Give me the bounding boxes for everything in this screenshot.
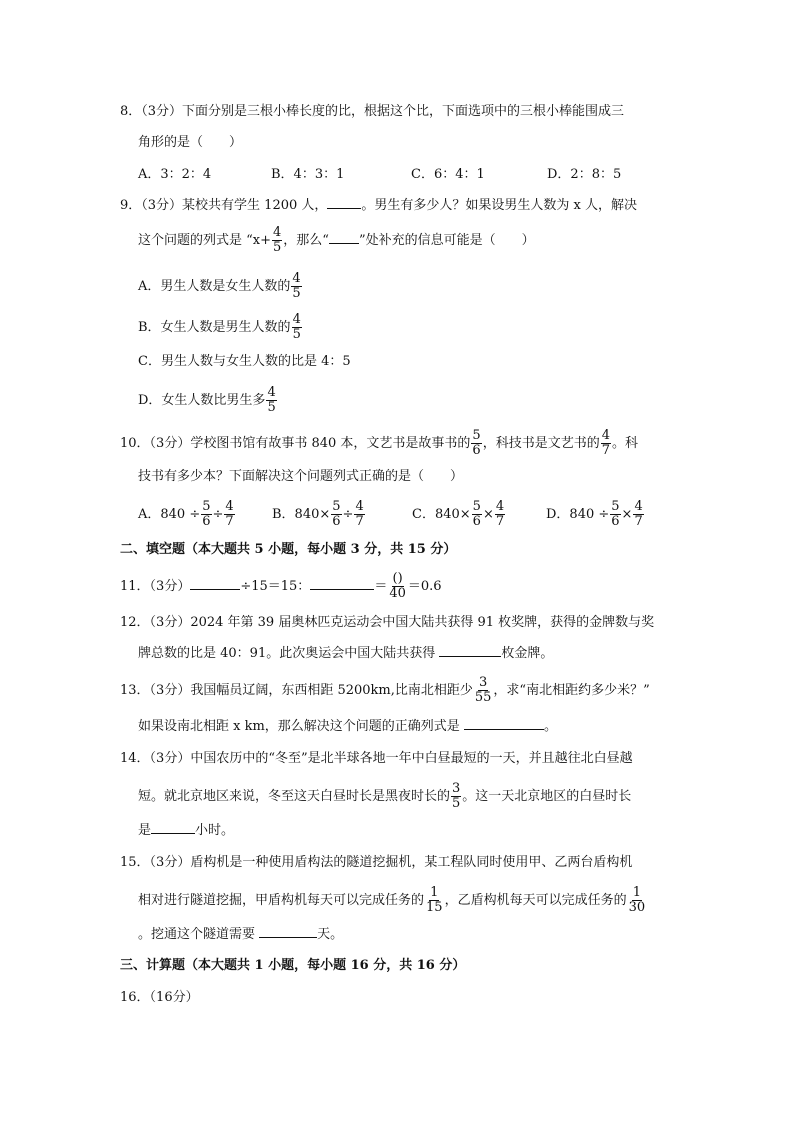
section-calc-title: 三、计算题（本大题共 1 小题，每小题 16 分，共 16 分） — [120, 958, 466, 973]
q15-line3: 。挖通这个隧道需要 天。 — [138, 927, 344, 942]
q11-line: 11．（3分） ÷15＝15： ＝ $\frac{()}{40}$ ＝0.6 — [120, 571, 442, 601]
q9-blank-ref — [329, 231, 359, 244]
q14-line1: 14．（3分）中国农历中的“冬至”是北半球各地一年中白昼最短的一天，并且越往北白昼越 — [120, 751, 633, 766]
q8-line1: 8．（3分）下面分别是三根小棒长度的比，根据这个比，下面选项中的三根小棒能围成三 — [120, 104, 625, 119]
q13-line1: 13．（3分）我国幅员辽阔，东西相距 5200km,比南北相距少 $\frac{3}{55}$ ，求“南北相距约多少米？” — [120, 675, 650, 705]
q9-option-b: B．女生人数是男生人数的 $\frac{4}{5}$ — [138, 312, 301, 342]
q8-line2: 角形的是（ ） — [138, 135, 243, 150]
q14-line3: 是 小时。 — [138, 823, 235, 838]
q14-line2: 短。就北京地区来说，冬至这天白昼时长是黑夜时长的 $\frac{3}{5}$ 。这一天北京地区的白昼时长 — [138, 781, 632, 811]
q8-option-c: C．6：4：1 — [411, 167, 485, 182]
q10-line2: 技书有多少本？下面解决这个问题列式正确的是（ ） — [138, 469, 464, 484]
q10-option-a: A．840 ÷ $\frac{5}{6}$ ÷ $\frac{4}{7}$ — [138, 499, 234, 529]
q9-option-a: A．男生人数是女生人数的 $\frac{4}{5}$ — [138, 271, 301, 301]
q15-line1: 15．（3分）盾构机是一种使用盾构法的隧道挖掘机，某工程队同时使用甲、乙两台盾构机 — [120, 855, 633, 870]
q10-option-c: C．840× $\frac{5}{6}$ × $\frac{4}{7}$ — [412, 499, 505, 529]
q12-line2: 牌总数的比是 40：91。此次奥运会中国大陆共获得 枚金牌。 — [138, 646, 554, 661]
q9-blank — [327, 196, 361, 209]
q8-option-d: D．2：8：5 — [547, 167, 622, 182]
q16-title: 16．（16分） — [120, 990, 199, 1005]
q13-line2: 如果设南北相距 x km，那么解决这个问题的正确列式是 。 — [138, 719, 557, 734]
q10-option-b: B．840× $\frac{5}{6}$ ÷ $\frac{4}{7}$ — [272, 499, 364, 529]
q12-line1: 12．（3分）2024 年第 39 届奥林匹克运动会中国大陆共获得 91 枚奖牌，获得的金牌数与奖 — [120, 615, 655, 630]
q8-option-a: A．3：2：4 — [138, 167, 212, 182]
q10-line1: 10．（3分）学校图书馆有故事书 840 本，文艺书是故事书的 $\frac{5}{6}$ ，科技书是文艺书的 $\frac{4}{7}$ 。科 — [120, 428, 638, 458]
q8-option-b: B．4：3：1 — [271, 167, 345, 182]
q9-option-d: D．女生人数比男生多 $\frac{4}{5}$ — [138, 385, 276, 415]
section-fill-blank-title: 二、填空题（本大题共 5 小题，每小题 3 分，共 15 分） — [120, 542, 457, 557]
q9-line2: 这个问题的列式是 “x+ $\frac{4}{5}$ ，那么“ ”处补充的信息可能是（ ） — [138, 225, 535, 255]
q10-option-d: D．840 ÷ $\frac{5}{6}$ × $\frac{4}{7}$ — [546, 499, 643, 529]
q9-fraction: $\frac{4}{5}$ — [273, 225, 282, 255]
q9-option-c: C．男生人数与女生人数的比是 4：5 — [138, 354, 351, 369]
q15-line2: 相对进行隧道挖掘，甲盾构机每天可以完成任务的 $\frac{1}{15}$ ，乙盾构机每天可以完成任务的 $\frac{1}{30}$ — [138, 885, 646, 915]
q9-line1: 9．（3分）某校共有学生 1200 人， 。男生有多少人？如果设男生人数为 x 人，解决 — [120, 198, 638, 213]
